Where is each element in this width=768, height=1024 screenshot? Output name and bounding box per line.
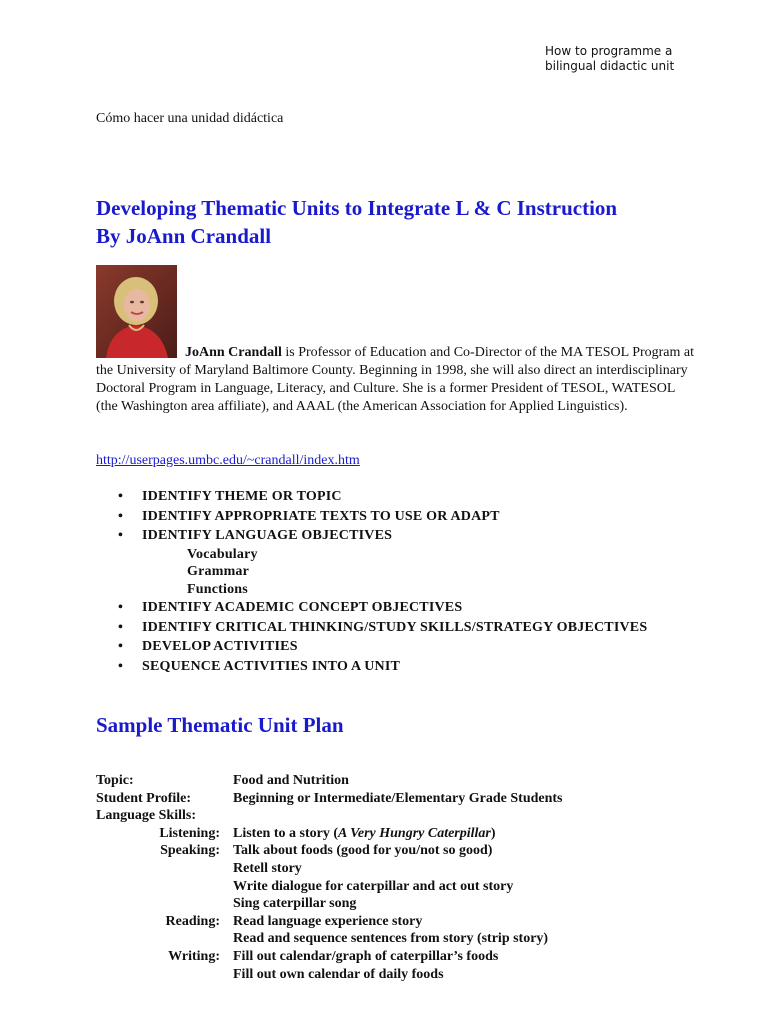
list-item: • SEQUENCE ACTIVITIES INTO A UNIT	[0, 657, 768, 677]
table-row	[96, 790, 696, 808]
header-line-2: bilingual didactic unit	[545, 59, 675, 73]
table-row	[96, 878, 696, 896]
speaking-value: Sing caterpillar song	[233, 896, 357, 912]
author-bio	[96, 344, 696, 416]
title-line-1: Developing Thematic Units to Integrate L & C Instruction	[96, 196, 618, 220]
table-row	[96, 807, 696, 825]
topic-label: Topic:	[96, 773, 134, 788]
list-item: • IDENTIFY ACADEMIC CONCEPT OBJECTIVES	[0, 598, 768, 618]
title-line-2: By JoAnn Crandall	[96, 224, 272, 248]
unit-plan-table	[96, 772, 696, 983]
header-line-1: How to programme a	[545, 44, 673, 58]
table-row	[96, 772, 696, 790]
profile-label: Student Profile:	[96, 790, 192, 806]
topic-value: Food and Nutrition	[233, 773, 349, 788]
table-row	[96, 966, 696, 984]
speaking-value: Talk about foods (good for you/not so good)	[233, 843, 493, 859]
speaking-label: Speaking:	[160, 843, 220, 859]
table-row	[96, 948, 696, 966]
writing-label: Writing:	[168, 948, 220, 964]
unit-steps-list	[0, 487, 768, 677]
table-row	[96, 913, 696, 931]
table-row	[96, 825, 696, 843]
table-row	[96, 930, 696, 948]
reading-label: Reading:	[165, 913, 220, 929]
writing-value: Fill out own calendar of daily foods	[233, 966, 444, 982]
bullet-icon: •	[118, 528, 124, 544]
bullet-icon: •	[118, 600, 124, 616]
section-title: Sample Thematic Unit Plan	[96, 713, 344, 737]
listening-label: Listening:	[159, 825, 220, 841]
listening-value: Listen to a story (A Very Hungry Caterpillar)	[233, 825, 496, 841]
bullet-icon: •	[118, 508, 124, 524]
speaking-value: Retell story	[233, 860, 302, 876]
reading-value: Read language experience story	[233, 913, 423, 929]
bio-text: is Professor of Education and Co-Director of the MA TESOL Program at the University of Maryland Baltimore County. Beginning in 1998, she will also direct an interdisciplinary Doctoral Program in Language, Literacy, and Culture. She is a former President of TESOL, WATESOL (the Washington area affiliate), and AAAL (the American Association for Applied Linguistics).	[96, 345, 695, 414]
bio-author-name: JoAnn Crandall	[185, 345, 282, 360]
document-title	[96, 194, 736, 250]
list-item: • IDENTIFY APPROPRIATE TEXTS TO USE OR ADAPT	[0, 507, 768, 527]
reading-value: Read and sequence sentences from story (strip story)	[233, 931, 549, 947]
skills-label: Language Skills:	[96, 808, 196, 824]
sub-list-item: Vocabulary	[187, 546, 258, 562]
bullet-icon: •	[118, 619, 124, 635]
sub-list-item: Grammar	[187, 564, 250, 580]
speaking-value: Write dialogue for caterpillar and act out story	[233, 878, 514, 894]
bullet-icon: •	[118, 659, 124, 675]
table-row	[96, 860, 696, 878]
list-item: • IDENTIFY THEME OR TOPIC	[0, 487, 768, 507]
bullet-icon: •	[118, 639, 124, 655]
list-item: • DEVELOP ACTIVITIES	[0, 637, 768, 657]
list-item: • IDENTIFY CRITICAL THINKING/STUDY SKILLS/STRATEGY OBJECTIVES	[0, 618, 768, 638]
sub-list-item: Functions	[187, 581, 248, 597]
author-homepage-link[interactable]: http://userpages.umbc.edu/~crandall/index.htm	[96, 453, 360, 468]
book-title: A Very Hungry Caterpillar	[338, 825, 491, 841]
table-row	[96, 895, 696, 913]
bullet-icon: •	[118, 489, 124, 504]
table-row	[96, 842, 696, 860]
page-header	[545, 44, 674, 74]
list-item: • IDENTIFY LANGUAGE OBJECTIVES	[0, 526, 768, 546]
spanish-subtitle: Cómo hacer una unidad didáctica	[96, 111, 284, 126]
profile-value: Beginning or Intermediate/Elementary Grade Students	[233, 790, 563, 806]
writing-value: Fill out calendar/graph of caterpillar’s foods	[233, 948, 499, 964]
